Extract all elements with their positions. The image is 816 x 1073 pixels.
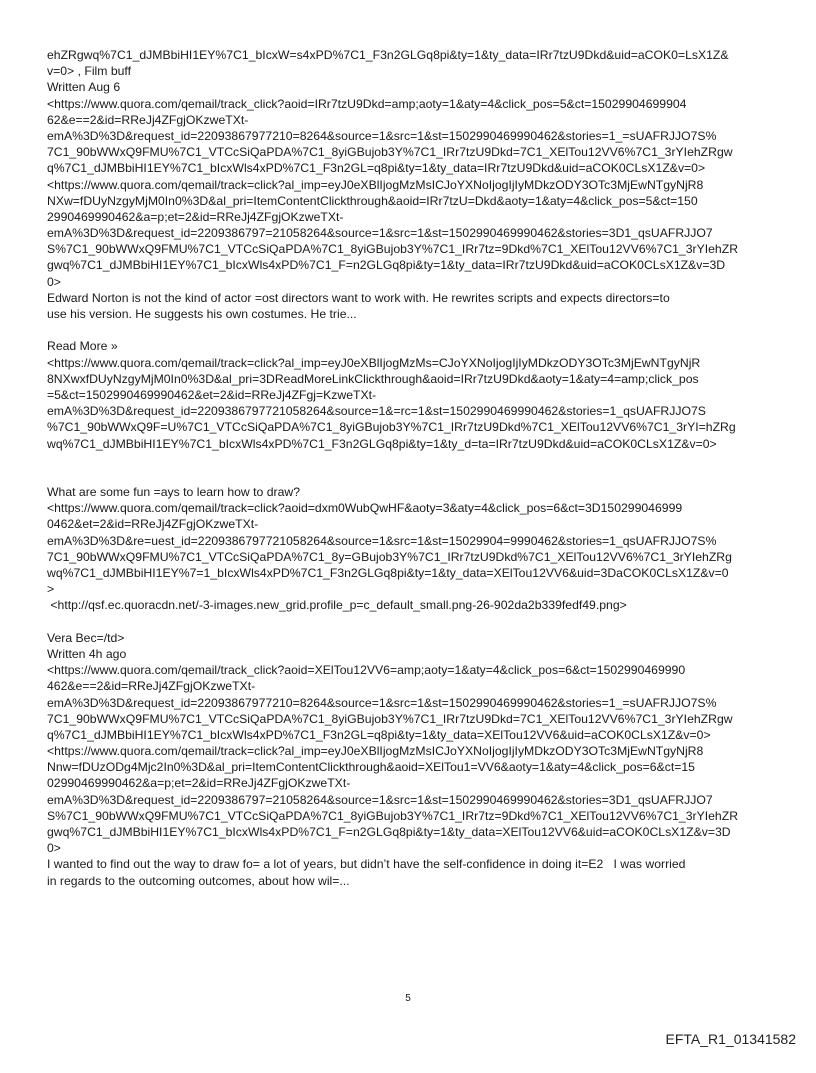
text-line [47,322,777,338]
text-line: %7C1_90bWWxQ9F=U%7C1_VTCcSiQaPDA%7C1_8yiGBujob3Y%7C1_IRr7tzU9Dkd%7C1_XElTou12VV6%7C1_3rYI=hZRg [47,420,736,435]
text-line: 7C1_90bWWxQ9FMU%7C1_VTCcSiQaPDA%7C1_8y=GBujob3Y%7C1_IRr7tzU9Dkd%7C1_XElTou12VV6%7C1_3rYIehZRg [47,549,732,564]
text-line: =5&ct=1502990469990462&et=2&id=RReJj4ZFgj=KzweTXt- [47,387,377,402]
text-line: 462&e==2&id=RReJj4ZFgjOKzweTXt- [47,679,256,694]
text-line: Written 4h ago [47,646,127,661]
text-line: 8NXwxfDUyNzgyMjM0In0%3D&al_pri=3DReadMoreLinkClickthrough&aoid=IRr7tzU9Dkd&aoty=1&aty=4=amp;click_pos [47,371,699,386]
text-line: emA%3D%3D&request_id=2209386797=21058264&source=1&src=1&st=1502990469990462&stories=3D1_qsUAFRJJO7 [47,792,713,807]
text-line: 0> [47,274,61,289]
text-line[interactable]: <https://www.quora.com/qemail/track_click?aoid=IRr7tzU9Dkd=amp;aoty=1&aty=4&click_pos=5&ct=15029904699904 [47,96,687,111]
text-line: I wanted to find out the way to draw fo= a lot of years, but didn’t have the self-confidence in doing it=E2 I was worried [47,857,686,872]
text-line[interactable]: <https://www.quora.com/qemail/track_click?aoid=XElTou12VV6=amp;aoty=1&aty=4&click_pos=6&ct=1502990469990 [47,663,686,678]
text-line: use his version. He suggests his own costumes. He trie... [47,307,357,321]
text-line[interactable]: <https://www.quora.com/qemail/track=click?al_imp=eyJ0eXBlIjogMzMsICJoYXNoIjogIjIyMDkzODY3OTc3MjEwNTgyNjR8 [47,744,704,759]
text-line [47,614,777,630]
text-line[interactable]: <http://qsf.ec.quoracdn.net/-3-images.new_grid.profile_p=c_default_small.png-26-902da2b339fedf49.png> [47,598,627,613]
text-line: Edward Norton is not the kind of actor =ost directors want to work with. He rewrites scripts and expects directors=to [47,290,670,305]
document-identifier: EFTA_R1_01341582 [665,1031,796,1047]
text-line: Nnw=fDUzODg4Mjc2In0%3D&al_pri=ItemContentClickthrough&aoid=XElTou1=VV6&aoty=1&aty=4&click_pos=6&ct=15 [47,760,695,775]
page-number: 5 [405,993,411,1004]
text-line [47,452,777,468]
text-line: v=0> , Film buff [47,64,131,79]
text-line: ehZRgwq%7C1_dJMBbiHI1EY%7C1_bIcxW=s4xPD%7C1_F3n2GLGq8pi&ty=1&ty_data=IRr7tzU9Dkd&uid=aCOK0=LsX1Z& [47,48,729,62]
text-line: 2990469990462&a=p;et=2&id=RReJj4ZFgjOKzweTXt- [47,209,344,224]
text-line: 02990469990462&a=p;et=2&id=RReJj4ZFgjOKzweTXt- [47,776,351,791]
text-line: Read More » [47,339,118,354]
text-line: > [47,582,55,597]
text-line: in regards to the outcoming outcomes, about how wil=... [47,873,350,888]
text-line: emA%3D%3D&re=uest_id=2209386797721058264&source=1&src=1&st=15029904=9990462&stories=1_qsUAFRJJO7S% [47,533,717,548]
text-line: gwq%7C1_dJMBbiHI1EY%7C1_bIcxWls4xPD%7C1_F=n2GLGq8pi&ty=1&ty_data=IRr7tzU9Dkd&uid=aCOK0CLsX1Z&v=3D [47,258,726,273]
text-line: NXw=fDUyNzgyMjM0In0%3D&al_pri=ItemContentClickthrough&aoid=IRr7tzU=Dkd&aoty=1&aty=4&click_pos=5&ct=150 [47,193,698,208]
text-line: wq%7C1_dJMBbiHI1EY%7C1_bIcxWls4xPD%7C1_F3n2GLGq8pi&ty=1&ty_d=ta=IRr7tzU9Dkd&uid=aCOK0CLsX1Z&v=0> [47,436,717,451]
text-line[interactable]: <https://www.quora.com/qemail/track=click?aoid=dxm0WubQwHF&aoty=3&aty=4&click_pos=6&ct=3D150299046999 [47,501,683,516]
text-line: 0> [47,841,61,856]
document-body [47,47,777,889]
text-line[interactable]: <https://www.quora.com/qemail/track=click?al_imp=eyJ0eXBlIjogMzMsICJoYXNoIjogIjIyMDkzODY3OTc3MjEwNTgyNjR8 [47,177,704,192]
text-line: emA%3D%3D&request_id=22093867977210=8264&source=1&src=1&st=1502990469990462&stories=1_=sUAFRJJO7S% [47,695,717,710]
text-line: 7C1_90bWWxQ9FMU%7C1_VTCcSiQaPDA%7C1_8yiGBujob3Y%7C1_IRr7tzU9Dkd=7C1_XElTou12VV6%7C1_3rYIehZRgw [47,711,733,726]
text-line: emA%3D%3D&request_id=2209386797=21058264&source=1&src=1&st=1502990469990462&stories=3D1_qsUAFRJJO7 [47,226,713,241]
text-line: q%7C1_dJMBbiHI1EY%7C1_bIcxWls4xPD%7C1_F3n2GL=q8pi&ty=1&ty_data=IRr7tzU9Dkd&uid=aCOK0CLsX1Z&v=0> [47,161,706,176]
text-line: 7C1_90bWWxQ9FMU%7C1_VTCcSiQaPDA%7C1_8yiGBujob3Y%7C1_IRr7tzU9Dkd=7C1_XElTou12VV6%7C1_3rYIehZRgw [47,145,733,160]
text-line: Vera Bec=/td> [47,630,125,645]
text-line: emA%3D%3D&request_id=22093867977210=8264&source=1&src=1&st=1502990469990462&stories=1_=sUAFRJJO7S% [47,128,717,143]
text-line: wq%7C1_dJMBbiHI1EY%7=1_bIcxWls4xPD%7C1_F3n2GLGq8pi&ty=1&ty_data=XElTou12VV6&uid=3DaCOK0CLsX1Z&v=0 [47,566,729,580]
text-line: Written Aug 6 [47,80,121,95]
text-line: S%7C1_90bWWxQ9FMU%7C1_VTCcSiQaPDA%7C1_8yiGBujob3Y%7C1_IRr7tz=9Dkd%7C1_XElTou12VV6%7C1_3rYIehZR [47,242,739,257]
text-line: gwq%7C1_dJMBbiHI1EY%7C1_bIcxWls4xPD%7C1_F=n2GLGq8pi&ty=1&ty_data=XElTou12VV6&uid=aCOK0CLsX1Z&v=3D [47,825,731,839]
text-line: S%7C1_90bWWxQ9FMU%7C1_VTCcSiQaPDA%7C1_8yiGBujob3Y%7C1_IRr7tz=9Dkd%7C1_XElTou12VV6%7C1_3rYIehZR [47,808,739,823]
text-line: 0462&et=2&id=RReJj4ZFgjOKzweTXt- [47,517,259,532]
text-line: What are some fun =ays to learn how to draw? [47,485,300,500]
text-line: 62&e==2&id=RReJj4ZFgjOKzweTXt- [47,112,249,127]
text-line: q%7C1_dJMBbiHI1EY%7C1_bIcxWls4xPD%7C1_F3n2GL=q8pi&ty=1&ty_data=XElTou12VV6&uid=aCOK0CLsX1Z&v=0> [47,727,711,742]
text-line [47,468,777,484]
text-line: emA%3D%3D&request_id=2209386797721058264&source=1&=rc=1&st=1502990469990462&stories=1_qsUAFRJJO7S [47,404,706,419]
text-line[interactable]: <https://www.quora.com/qemail/track=click?al_imp=eyJ0eXBlIjogMzMs=CJoYXNoIjogIjIyMDkzODY3OTc3MjEwNTgyNjR [47,355,701,370]
